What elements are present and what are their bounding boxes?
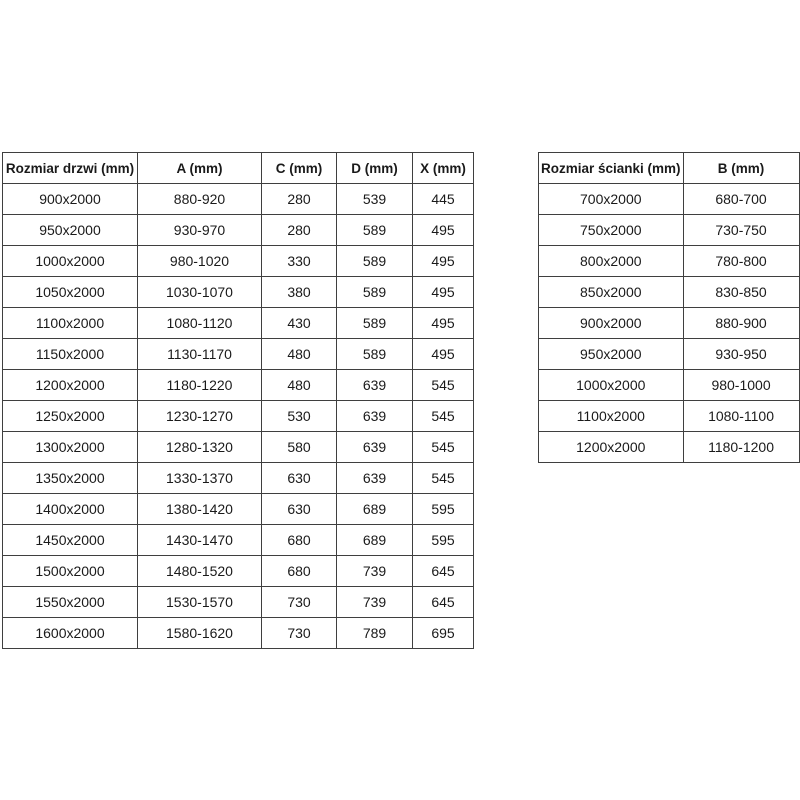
- column-header: A (mm): [138, 153, 262, 184]
- table-cell: 1350x2000: [3, 463, 138, 494]
- table-cell: 1400x2000: [3, 494, 138, 525]
- table-row: [3, 184, 474, 215]
- table-cell: 639: [337, 432, 413, 463]
- table-row: [3, 587, 474, 618]
- column-header: Rozmiar ścianki (mm): [539, 153, 684, 184]
- table-cell: 1180-1220: [138, 370, 262, 401]
- table-row: [3, 618, 474, 649]
- table-cell: 800x2000: [539, 246, 684, 277]
- table-cell: 730: [262, 587, 337, 618]
- table-cell: 1030-1070: [138, 277, 262, 308]
- table-cell: 495: [413, 277, 474, 308]
- table-cell: 780-800: [683, 246, 799, 277]
- table-cell: 380: [262, 277, 337, 308]
- table-cell: 1300x2000: [3, 432, 138, 463]
- column-header: D (mm): [337, 153, 413, 184]
- table-cell: 639: [337, 370, 413, 401]
- table-cell: 1480-1520: [138, 556, 262, 587]
- table-cell: 1450x2000: [3, 525, 138, 556]
- table-cell: 645: [413, 587, 474, 618]
- table-cell: 1150x2000: [3, 339, 138, 370]
- table-cell: 430: [262, 308, 337, 339]
- table-row: [539, 277, 800, 308]
- table-row: [3, 432, 474, 463]
- table-cell: 739: [337, 587, 413, 618]
- table-cell: 539: [337, 184, 413, 215]
- column-header: Rozmiar drzwi (mm): [3, 153, 138, 184]
- table-row: [3, 277, 474, 308]
- table-cell: 900x2000: [3, 184, 138, 215]
- table-cell: 589: [337, 308, 413, 339]
- table-cell: 589: [337, 277, 413, 308]
- table-row: [3, 401, 474, 432]
- table-row: [3, 494, 474, 525]
- table-row: [3, 370, 474, 401]
- table-cell: 880-920: [138, 184, 262, 215]
- table-cell: 595: [413, 525, 474, 556]
- table-cell: 730: [262, 618, 337, 649]
- table-cell: 1080-1120: [138, 308, 262, 339]
- header-row: [3, 153, 474, 184]
- table-cell: 645: [413, 556, 474, 587]
- table-row: [539, 215, 800, 246]
- table-row: [539, 339, 800, 370]
- table-cell: 900x2000: [539, 308, 684, 339]
- table-cell: 789: [337, 618, 413, 649]
- table-cell: 630: [262, 463, 337, 494]
- table-cell: 930-950: [683, 339, 799, 370]
- table-cell: 1250x2000: [3, 401, 138, 432]
- table-row: [3, 339, 474, 370]
- door-sizes-table: [2, 152, 474, 649]
- table-cell: 1380-1420: [138, 494, 262, 525]
- table-row: [3, 308, 474, 339]
- table-cell: 480: [262, 370, 337, 401]
- table-cell: 750x2000: [539, 215, 684, 246]
- table-cell: 595: [413, 494, 474, 525]
- table-cell: 639: [337, 401, 413, 432]
- table-row: [539, 308, 800, 339]
- table-cell: 1130-1170: [138, 339, 262, 370]
- table-cell: 280: [262, 184, 337, 215]
- table-cell: 1100x2000: [3, 308, 138, 339]
- table-cell: 830-850: [683, 277, 799, 308]
- table-cell: 1580-1620: [138, 618, 262, 649]
- table-cell: 880-900: [683, 308, 799, 339]
- column-header: X (mm): [413, 153, 474, 184]
- table-cell: 850x2000: [539, 277, 684, 308]
- header-row: [539, 153, 800, 184]
- table-row: [3, 215, 474, 246]
- table-cell: 689: [337, 525, 413, 556]
- table-cell: 480: [262, 339, 337, 370]
- wall-panel-sizes-table: [538, 152, 800, 463]
- table-cell: 445: [413, 184, 474, 215]
- table-row: [539, 246, 800, 277]
- table-cell: 589: [337, 339, 413, 370]
- table-row: [3, 525, 474, 556]
- table-row: [539, 401, 800, 432]
- table-cell: 1000x2000: [539, 370, 684, 401]
- table-cell: 639: [337, 463, 413, 494]
- table-row: [539, 432, 800, 463]
- table-cell: 630: [262, 494, 337, 525]
- table-cell: 1280-1320: [138, 432, 262, 463]
- table-cell: 330: [262, 246, 337, 277]
- table-cell: 980-1020: [138, 246, 262, 277]
- table-row: [539, 184, 800, 215]
- table-cell: 1530-1570: [138, 587, 262, 618]
- table-cell: 589: [337, 215, 413, 246]
- table-cell: 1080-1100: [683, 401, 799, 432]
- table-row: [539, 370, 800, 401]
- table-cell: 1200x2000: [3, 370, 138, 401]
- table-cell: 545: [413, 370, 474, 401]
- table-row: [3, 246, 474, 277]
- table-cell: 950x2000: [3, 215, 138, 246]
- table-cell: 1100x2000: [539, 401, 684, 432]
- table-cell: 545: [413, 432, 474, 463]
- table-cell: 1200x2000: [539, 432, 684, 463]
- table-cell: 730-750: [683, 215, 799, 246]
- table-cell: 695: [413, 618, 474, 649]
- table-cell: 980-1000: [683, 370, 799, 401]
- table-cell: 1180-1200: [683, 432, 799, 463]
- table-cell: 689: [337, 494, 413, 525]
- table-cell: 545: [413, 463, 474, 494]
- table-cell: 280: [262, 215, 337, 246]
- table-cell: 495: [413, 339, 474, 370]
- table-cell: 950x2000: [539, 339, 684, 370]
- table-cell: 930-970: [138, 215, 262, 246]
- table-cell: 495: [413, 246, 474, 277]
- table-cell: 1430-1470: [138, 525, 262, 556]
- column-header: B (mm): [683, 153, 799, 184]
- table-cell: 700x2000: [539, 184, 684, 215]
- table-cell: 580: [262, 432, 337, 463]
- table-cell: 1550x2000: [3, 587, 138, 618]
- table-cell: 1330-1370: [138, 463, 262, 494]
- table-cell: 545: [413, 401, 474, 432]
- table-cell: 680: [262, 556, 337, 587]
- table-cell: 680: [262, 525, 337, 556]
- table-cell: 1600x2000: [3, 618, 138, 649]
- column-header: C (mm): [262, 153, 337, 184]
- table-cell: 1050x2000: [3, 277, 138, 308]
- table-cell: 739: [337, 556, 413, 587]
- table-cell: 530: [262, 401, 337, 432]
- table-row: [3, 463, 474, 494]
- table-cell: 1500x2000: [3, 556, 138, 587]
- table-cell: 495: [413, 215, 474, 246]
- table-cell: 589: [337, 246, 413, 277]
- table-cell: 1230-1270: [138, 401, 262, 432]
- table-cell: 1000x2000: [3, 246, 138, 277]
- table-cell: 680-700: [683, 184, 799, 215]
- table-cell: 495: [413, 308, 474, 339]
- table-row: [3, 556, 474, 587]
